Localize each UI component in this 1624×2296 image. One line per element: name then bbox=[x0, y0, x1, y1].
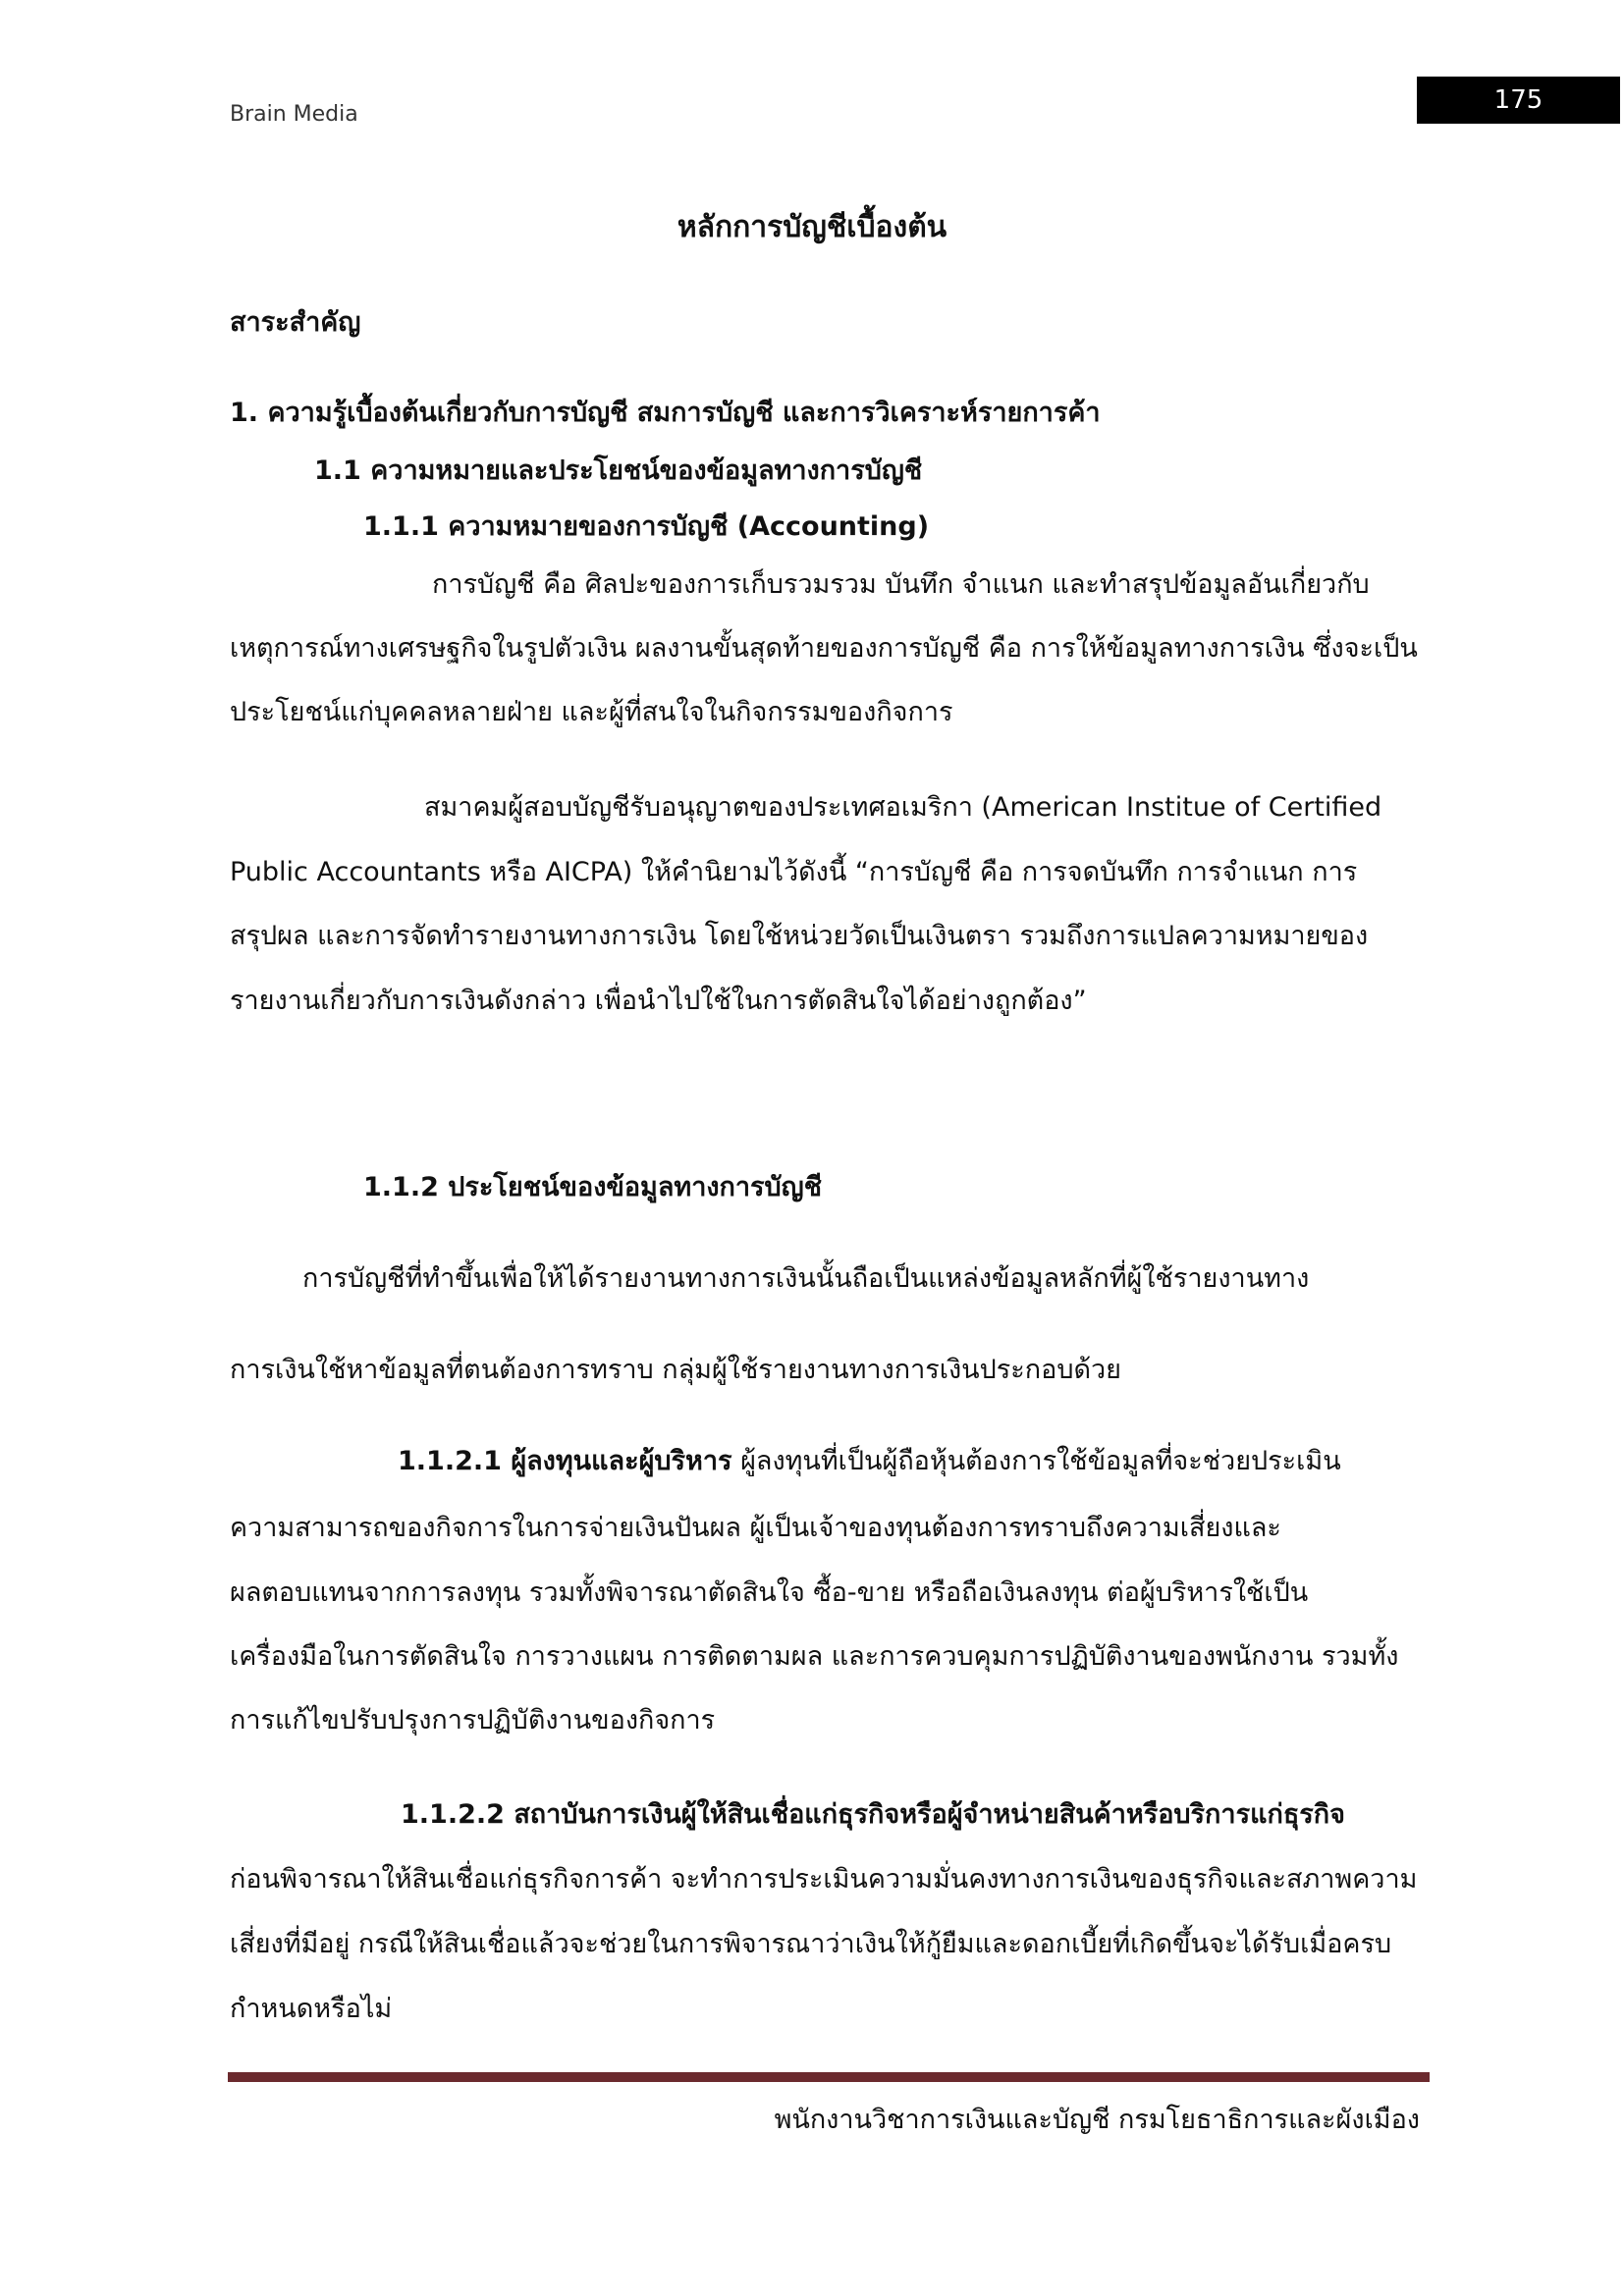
paragraph-line: เครื่องมือในการตัดสินใจ การวางแผน การติดตามผล และการควบคุมการปฏิบัติงานของพนักงาน รวมทั้ง bbox=[230, 1641, 1399, 1672]
paragraph-line: ประโยชน์แก่บุคคลหลายฝ่าย และผู้ที่สนใจในกิจกรรมของกิจการ bbox=[230, 697, 953, 727]
paragraph-line: เสี่ยงที่มีอยู่ กรณีให้สินเชื่อแล้วจะช่วยในการพิจารณาว่าเงินให้กู้ยืมและดอกเบี้ยที่เกิดขึ้นจะได้รับเมื่อครบ bbox=[230, 1929, 1392, 1959]
paragraph-text: ผู้ลงทุนที่เป็นผู้ถือหุ้นต้องการใช้ข้อมูลที่จะช่วยประเมิน bbox=[731, 1446, 1341, 1476]
page-number-badge: 175 bbox=[1417, 77, 1620, 124]
heading-1-1: 1.1 ความหมายและประโยชน์ของข้อมูลทางการบัญชี bbox=[314, 455, 923, 486]
paragraph-line: การเงินใช้หาข้อมูลที่ตนต้องการทราบ กลุ่มผู้ใช้รายงานทางการเงินประกอบด้วย bbox=[230, 1355, 1121, 1385]
paragraph-line bbox=[398, 1439, 1341, 1481]
footer-rule bbox=[228, 2072, 1430, 2082]
heading-1-1-2: 1.1.2 ประโยชน์ของข้อมูลทางการบัญชี bbox=[363, 1172, 823, 1202]
footer-text: พนักงานวิชาการเงินและบัญชี กรมโยธาธิการและผังเมือง bbox=[774, 2105, 1420, 2135]
heading-1-1-1: 1.1.1 ความหมายของการบัญชี (Accounting) bbox=[363, 511, 930, 542]
paragraph-line: ผลตอบแทนจากการลงทุน รวมทั้งพิจารณาตัดสินใจ ซื้อ-ขาย หรือถือเงินลงทุน ต่อผู้บริหารใช้เป็น bbox=[230, 1577, 1309, 1608]
paragraph-line: การบัญชีที่ทำขึ้นเพื่อให้ได้รายงานทางการเงินนั้นถือเป็นแหล่งข้อมูลหลักที่ผู้ใช้รายงานทาง bbox=[302, 1263, 1310, 1294]
paragraph-line: การแก้ไขปรับปรุงการปฏิบัติงานของกิจการ bbox=[230, 1705, 716, 1735]
paragraph-line: สมาคมผู้สอบบัญชีรับอนุญาตของประเทศอเมริกา (American Institue of Certified bbox=[424, 792, 1382, 823]
subheading-1-1-2-1: 1.1.2.1 ผู้ลงทุนและผู้บริหาร bbox=[398, 1446, 732, 1476]
paragraph-line: ก่อนพิจารณาให้สินเชื่อแก่ธุรกิจการค้า จะทำการประเมินความมั่นคงทางการเงินของธุรกิจและสภาพความ bbox=[230, 1864, 1418, 1895]
paragraph-line: รายงานเกี่ยวกับการเงินดังกล่าว เพื่อนำไปใช้ในการตัดสินใจได้อย่างถูกต้อง” bbox=[230, 986, 1087, 1016]
page-title: หลักการบัญชีเบื้องต้น bbox=[677, 210, 947, 244]
heading-1: 1. ความรู้เบื้องต้นเกี่ยวกับการบัญชี สมการบัญชี และการวิเคราะห์รายการค้า bbox=[230, 398, 1101, 428]
paragraph-line: เหตุการณ์ทางเศรษฐกิจในรูปตัวเงิน ผลงานขั้นสุดท้ายของการบัญชี คือ การให้ข้อมูลทางการเงิน ซึ่งจะเป็น bbox=[230, 633, 1418, 664]
paragraph-line: สรุปผล และการจัดทำรายงานทางการเงิน โดยใช้หน่วยวัดเป็นเงินตรา รวมถึงการแปลความหมายของ bbox=[230, 921, 1369, 951]
paragraph-line: กำหนดหรือไม่ bbox=[230, 1994, 393, 2024]
section-label: สาระสำคัญ bbox=[230, 307, 361, 338]
paragraph-line: การบัญชี คือ ศิลปะของการเก็บรวมรวม บันทึก จำแนก และทำสรุปข้อมูลอันเกี่ยวกับ bbox=[432, 569, 1370, 600]
publisher-label: Brain Media bbox=[230, 102, 358, 127]
paragraph-line: ความสามารถของกิจการในการจ่ายเงินปันผล ผู้เป็นเจ้าของทุนต้องการทราบถึงความเสี่ยงและ bbox=[230, 1513, 1281, 1543]
subheading-1-1-2-2: 1.1.2.2 สถาบันการเงินผู้ให้สินเชื่อแก่ธุรกิจหรือผู้จำหน่ายสินค้าหรือบริการแก่ธุรกิจ bbox=[401, 1799, 1345, 1830]
paragraph-line: Public Accountants หรือ AICPA) ให้คำนิยามไว้ดังนี้ “การบัญชี คือ การจดบันทึก การจำแนก การ bbox=[230, 857, 1358, 887]
